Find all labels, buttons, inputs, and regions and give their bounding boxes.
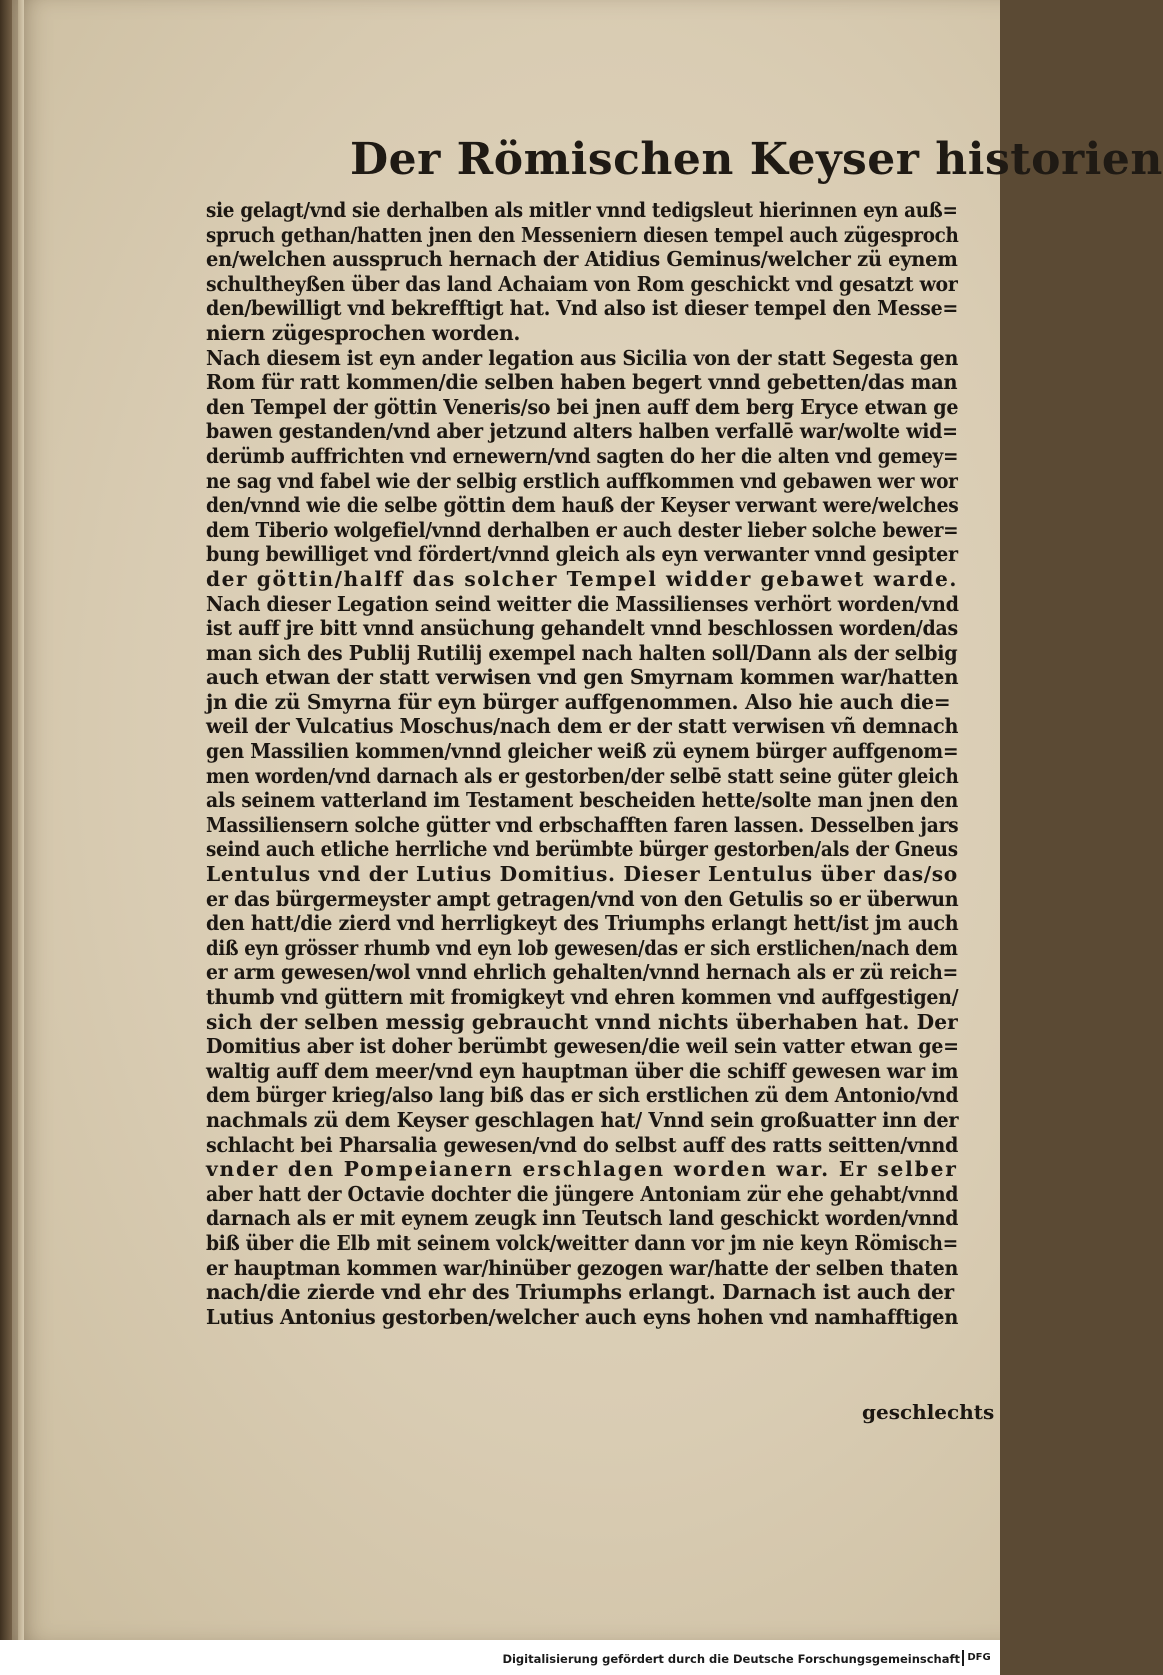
text-line: er das bürgermeyster ampt getragen/vnd von den Getulis so er überwun [206, 886, 959, 911]
text-line: Rom für ratt kommen/die selben haben begert vnnd gebetten/das man [206, 370, 958, 395]
text-line: derümb auffrichten vnd ernewern/vnd sagten do her die alten vnd gemey= [206, 443, 959, 468]
text-line: bawen gestanden/vnd aber jetzund alters halben verfallē war/wolte wid= [206, 419, 958, 444]
text-line: Nach diesem ist eyn ander legation aus Sicilia von der statt Segesta gen [206, 345, 959, 370]
text-line: niern zügesprochen worden. [206, 320, 521, 345]
body-text [206, 198, 958, 1329]
text-line: nach/die zierde vnd ehr des Triumphs erlangt. Darnach ist auch der [206, 1280, 954, 1305]
text-line: Domitius aber ist doher berümbt gewesen/die weil sein vatter etwan ge= [206, 1034, 959, 1059]
text-line: men worden/vnd darnach als er gestorben/der selbē statt seine güter gleich [206, 763, 959, 788]
text-line: Massiliensern solche gütter vnd erbschafften faren lassen. Desselben jars [206, 812, 959, 837]
text-line: vnder den Pompeianern erschlagen worden war. Er selber [206, 1157, 958, 1182]
text-line: gen Massilien kommen/vnnd gleicher weiß zü eynem bürger auffgenom= [206, 739, 959, 764]
text-line: er arm gewesen/wol vnnd ehrlich gehalten/vnnd hernach als er zü reich= [206, 960, 959, 985]
text-line: thumb vnd güttern mit fromigkeyt vnd ehren kommen vnd auffgestigen/ [206, 985, 959, 1009]
text-line: er hauptman kommen war/hinüber gezogen war/hatte der selben thaten [206, 1255, 959, 1280]
text-line: darnach als er mit eynem zeugk inn Teutsch land geschickt worden/vnnd [206, 1206, 959, 1231]
text-line: dem Tiberio wolgefiel/vnnd derhalben er auch dester lieber solche bewer= [206, 517, 959, 542]
text-line: seind auch etliche herrliche vnd berümbte bürger gestorben/als der Gneus [206, 837, 958, 862]
text-line: Lentulus vnd der Lutius Domitius. Dieser Lentulus über das/so [206, 862, 958, 887]
text-line: schlacht bei Pharsalia gewesen/vnd do selbst auff des ratts seitten/vnnd [206, 1132, 959, 1157]
footer-credit: Digitalisierung gefördert durch die Deutsche Forschungsgemeinschaft [502, 1652, 960, 1666]
dfg-logo: DFG [962, 1650, 994, 1666]
text-line: bung bewilliget vnd fördert/vnnd gleich als eyn verwanter vnnd gesipter [206, 542, 958, 567]
text-line: den/bewilligt vnd bekrefftigt hat. Vnd also ist dieser tempel den Messe= [206, 296, 959, 321]
text-line: auch etwan der statt verwisen vnd gen Smyrnam kommen war/hatten [206, 665, 959, 690]
text-line: Lutius Antonius gestorben/welcher auch eyns hohen vnd namhafftigen [206, 1304, 959, 1329]
text-line: spruch gethan/hatten jnen den Messeniern diesen tempel auch zügesproch [206, 222, 959, 247]
catchword: geschlechts [862, 1400, 995, 1424]
text-line: jn die zü Smyrna für eyn bürger auffgenommen. Also hie auch die= [206, 689, 951, 714]
text-line: man sich des Publij Rutilij exempel nach halten soll/Dann als der selbig [206, 640, 958, 665]
page-gutter [18, 0, 24, 1640]
text-line: biß über die Elb mit seinem volck/weitter dann vor jm nie keyn Römisch= [206, 1230, 959, 1255]
text-line: als seinem vatterland im Testament bescheiden hette/solte man jnen den [206, 788, 959, 813]
text-line: weil der Vulcatius Moschus/nach dem er der statt verwisen vñ demnach [206, 714, 959, 739]
text-line: aber hatt der Octavie dochter die jüngere Antoniam zür ehe gehabt/vnnd [206, 1181, 959, 1206]
text-line: sie gelagt/vnd sie derhalben als mitler vnnd tedigsleut hierinnen eyn auß= [206, 198, 958, 222]
text-line: ist auff jre bitt vnnd ansüchung gehandelt vnnd beschlossen worden/das [206, 616, 958, 641]
text-line: nachmals zü dem Keyser geschlagen hat/ Vnnd sein großuatter inn der [206, 1107, 959, 1132]
text-line: Nach dieser Legation seind weitter die Massilienses verhört worden/vnd [206, 591, 959, 616]
text-line: ne sag vnd fabel wie der selbig erstlich auffkommen vnd gebawen wer wor [206, 468, 958, 493]
text-line: dem bürger krieg/also lang biß das er sich erstlichen zü dem Antonio/vnd [206, 1083, 959, 1108]
text-line: diß eyn grösser rhumb vnd eyn lob gewesen/das er sich erstlichen/nach dem [206, 935, 958, 960]
text-line: den Tempel der göttin Veneris/so bei jnen auff dem berg Eryce etwan ge [206, 394, 959, 419]
text-line: den/vnnd wie die selbe göttin dem hauß der Keyser verwant were/welches [206, 493, 959, 518]
text-line: schultheyßen über das land Achaiam von Rom geschickt vnd gesatzt wor [206, 271, 958, 296]
text-line: en/welchen ausspruch hernach der Atidius Geminus/welcher zü eynem [206, 247, 958, 272]
text-line: sich der selben messig gebraucht vnnd nichts überhaben hat. Der [206, 1009, 958, 1034]
text-line: den hatt/die zierd vnd herrligkeyt des Triumphs erlangt hett/ist jm auch [206, 911, 959, 936]
text-line: der göttin/halff das solcher Tempel widder gebawet warde. [206, 566, 958, 591]
text-line: waltig auff dem meer/vnd eyn hauptman über die schiff gewesen war im [206, 1058, 959, 1083]
running-title: Der Römischen Keyser historien [350, 134, 1163, 185]
